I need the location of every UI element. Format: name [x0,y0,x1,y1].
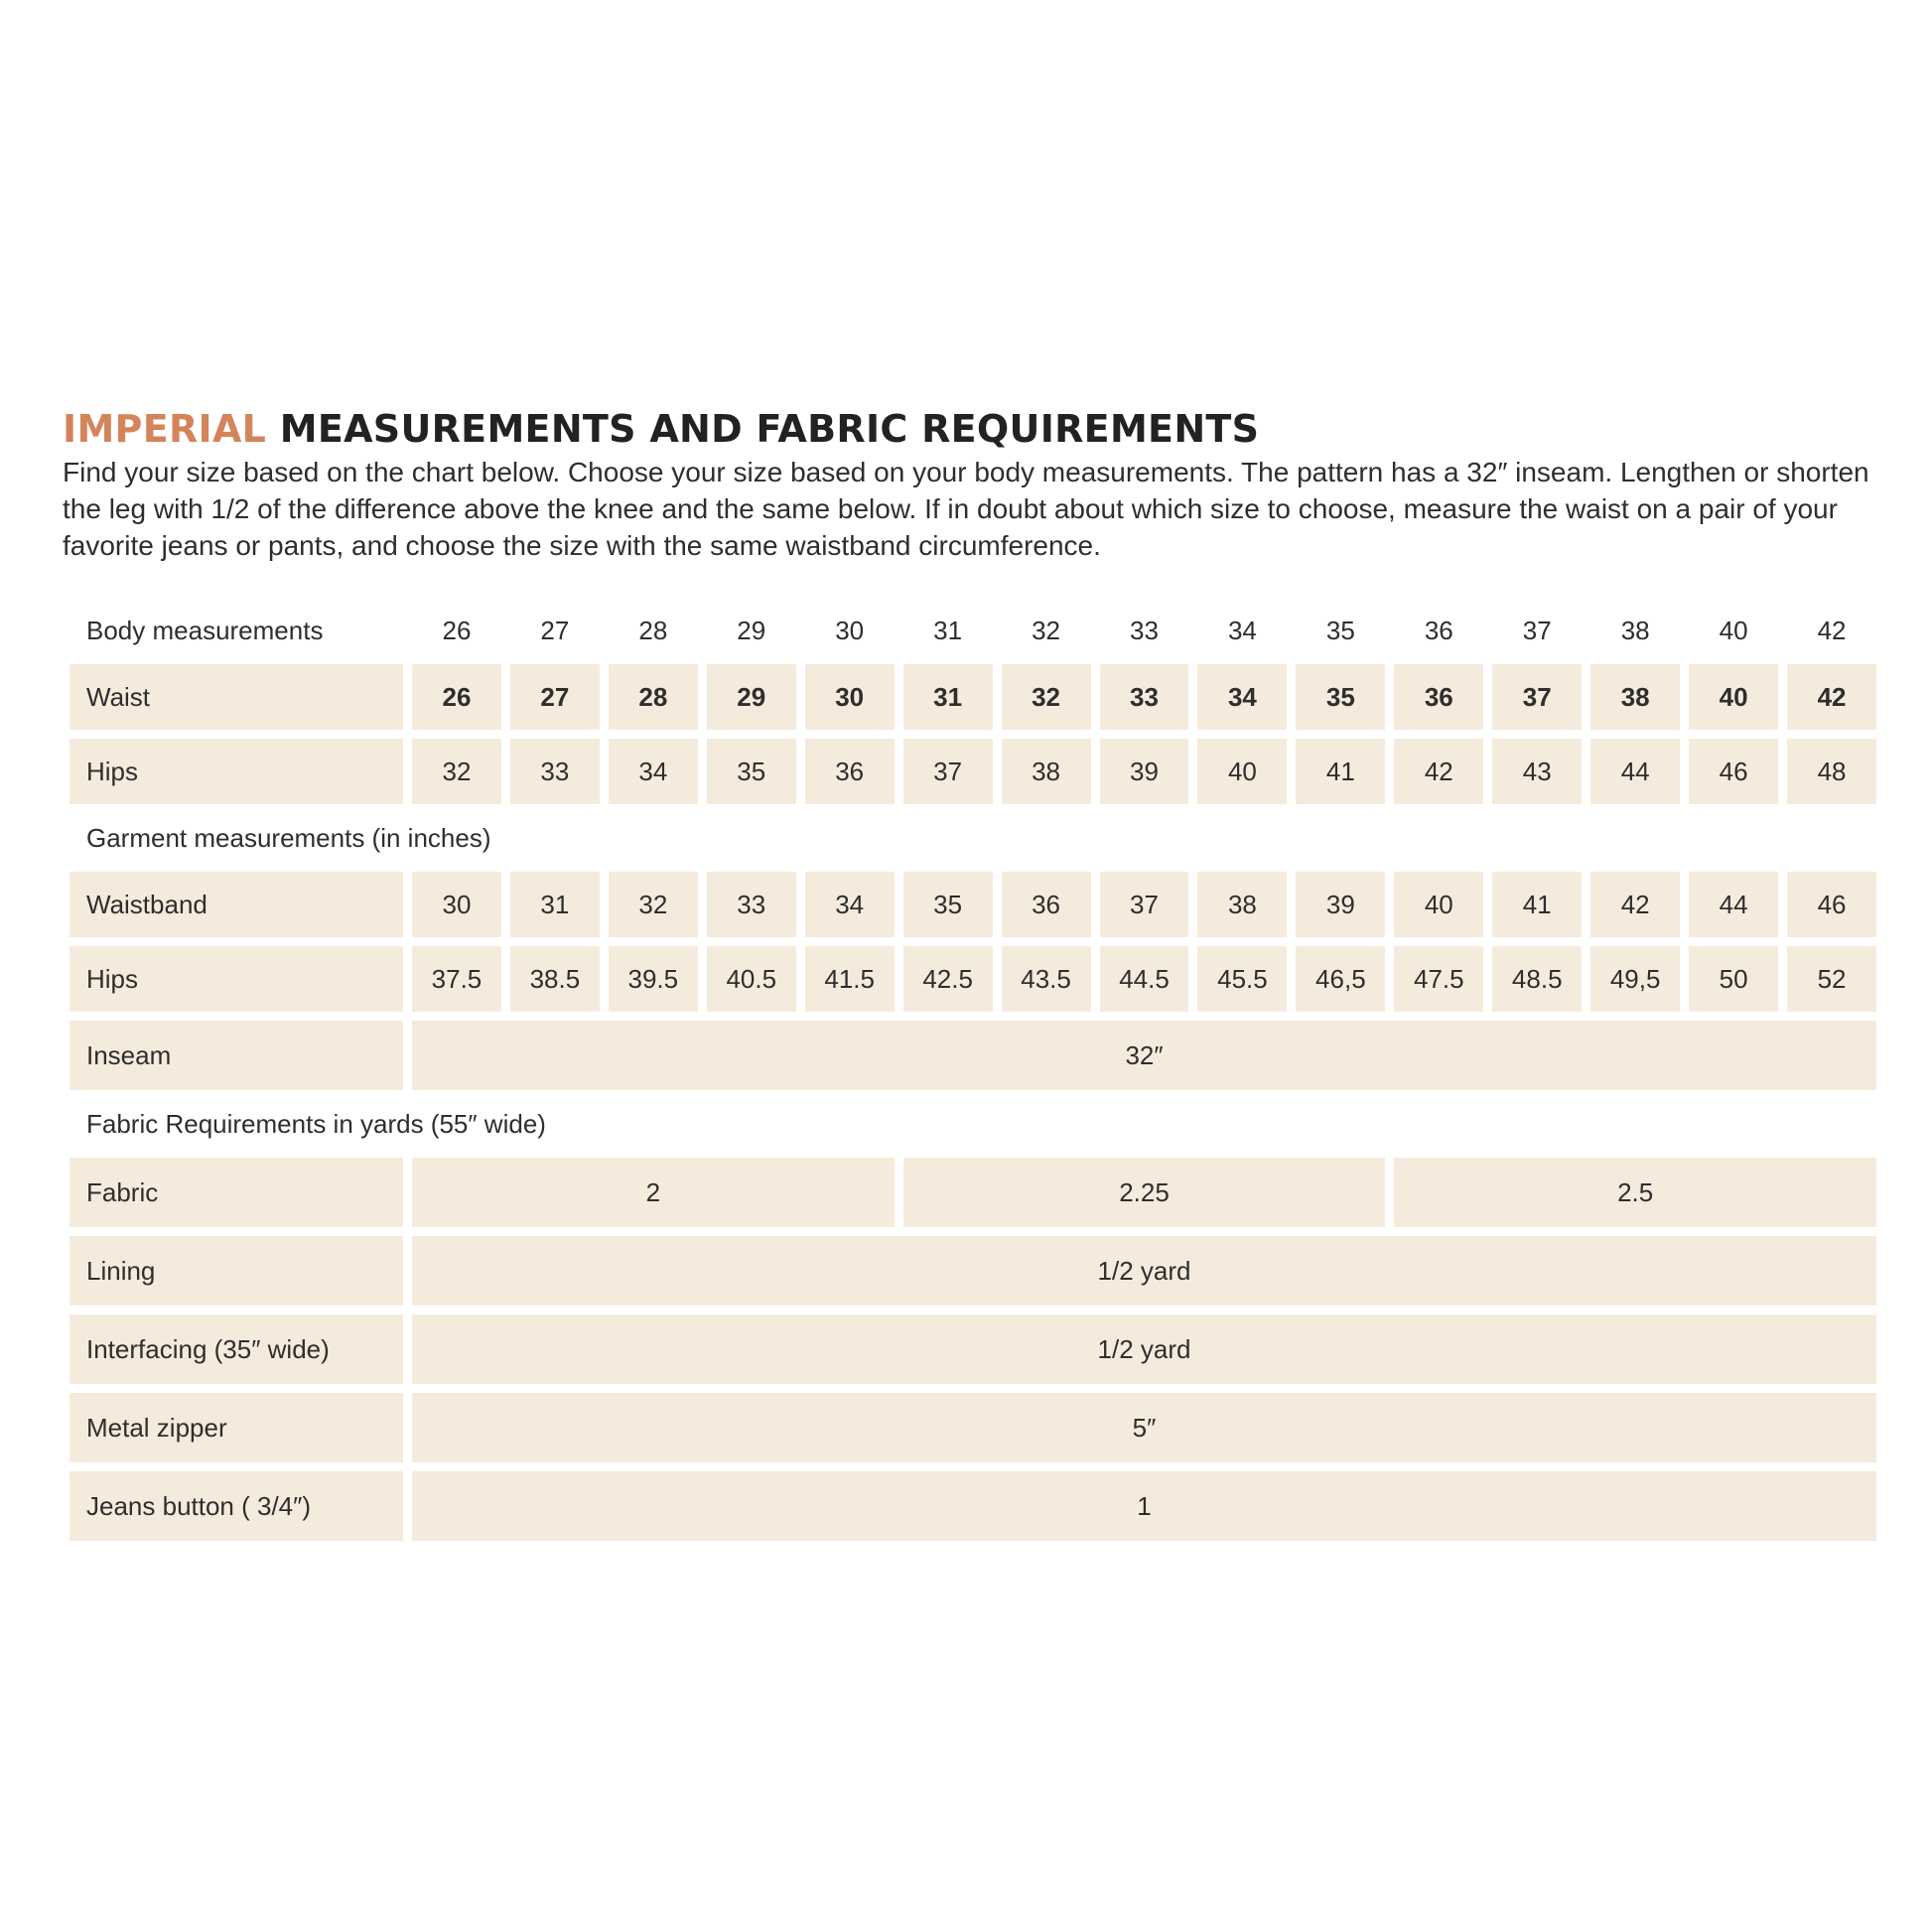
table-cell: 31 [903,664,993,730]
table-cell: 26 [412,664,501,730]
table-cell: 34 [805,872,895,937]
fabric-requirement-value: 1/2 yard [412,1314,1876,1384]
fabric-value: 2.5 [1394,1158,1876,1227]
table-cell: 36 [1394,664,1483,730]
table-cell: 42 [1590,872,1680,937]
size-header: 37 [1522,615,1552,645]
size-header: 32 [1032,615,1061,645]
table-cell: 29 [707,664,796,730]
fabric-value: 2 [412,1158,895,1227]
table-cell: 39 [1100,739,1189,804]
size-header: 29 [737,615,766,645]
size-header: 30 [835,615,865,645]
table-cell: 37 [903,739,993,804]
size-chart [69,606,1876,1541]
table-cell: 32 [412,739,501,804]
table-cell: 33 [707,872,796,937]
table-cell: 41 [1296,739,1385,804]
table-cell: 41.5 [805,946,895,1012]
table-cell: 46,5 [1296,946,1385,1012]
table-cell: 31 [510,872,600,937]
table-cell: 44 [1590,739,1680,804]
title-rest: MEASUREMENTS AND FABRIC REQUIREMENTS [279,407,1260,451]
table-cell: 40.5 [707,946,796,1012]
table-cell: 40 [1394,872,1483,937]
table-cell: 42.5 [903,946,993,1012]
table-cell: 34 [1197,664,1287,730]
table-cell: 30 [805,664,895,730]
fabric-requirement-value: 1 [412,1471,1876,1541]
size-header: 36 [1424,615,1453,645]
table-cell: 46 [1787,872,1876,937]
row-label-inseam: Inseam [69,1021,403,1090]
table-cell: 42 [1787,664,1876,730]
size-header: 35 [1325,615,1355,645]
title-accent: IMPERIAL [63,407,267,451]
table-cell: 45.5 [1197,946,1287,1012]
table-cell: 44.5 [1100,946,1189,1012]
table-cell: 50 [1689,946,1778,1012]
fabric-value: 2.25 [903,1158,1386,1227]
table-cell: 42 [1394,739,1483,804]
table-cell: 37 [1100,872,1189,937]
table-cell: 36 [805,739,895,804]
table-cell: 35 [707,739,796,804]
table-cell: 33 [1100,664,1189,730]
table-cell: 33 [510,739,600,804]
table-cell: 36 [1002,872,1091,937]
table-cell: 43 [1492,739,1582,804]
row-label: Waistband [69,872,403,937]
table-cell: 38.5 [510,946,600,1012]
row-label: Hips [69,739,403,804]
table-cell: 35 [903,872,993,937]
table-cell: 27 [510,664,600,730]
table-cell: 38 [1197,872,1287,937]
size-header: 42 [1817,615,1847,645]
section-title-fabric: Fabric Requirements in yards (55″ wide) [86,1108,546,1139]
row-label: Jeans button ( 3/4″) [69,1471,403,1541]
table-cell: 34 [609,739,698,804]
table-cell: 48 [1787,739,1876,804]
row-label-fabric: Fabric [69,1158,403,1227]
section-title-body: Body measurements [86,615,324,645]
row-label: Hips [69,946,403,1012]
table-cell: 43.5 [1002,946,1091,1012]
table-cell: 40 [1689,664,1778,730]
table-cell: 35 [1296,664,1385,730]
table-cell: 44 [1689,872,1778,937]
size-header: 26 [442,615,472,645]
table-cell: 37 [1492,664,1582,730]
table-cell: 41 [1492,872,1582,937]
table-cell: 32 [1002,664,1091,730]
size-header: 38 [1620,615,1650,645]
intro-paragraph: Find your size based on the chart below. Choose your size based on your body measurements. The pattern has a 32″ inseam. Lengthen or shorten the leg with 1/2 of the difference above the knee and the same below. If in doubt about which size to choose, measure the waist on a pair of your favorite jeans or pants, and choose the size with the same waistband circumference. [63,457,1869,561]
table-cell: 47.5 [1394,946,1483,1012]
size-header: 33 [1130,615,1159,645]
table-cell: 37.5 [412,946,501,1012]
table-cell: 32 [609,872,698,937]
size-header: 31 [933,615,963,645]
table-cell: 38 [1002,739,1091,804]
table-cell: 39 [1296,872,1385,937]
table-cell: 46 [1689,739,1778,804]
row-label: Waist [69,664,403,730]
fabric-requirement-value: 1/2 yard [412,1236,1876,1306]
inseam-value: 32″ [412,1021,1876,1090]
table-cell: 39.5 [609,946,698,1012]
size-header: 28 [638,615,668,645]
row-label: Metal zipper [69,1393,403,1462]
table-cell: 52 [1787,946,1876,1012]
size-header: 34 [1227,615,1257,645]
table-cell: 48.5 [1492,946,1582,1012]
size-header: 27 [540,615,570,645]
row-label: Interfacing (35″ wide) [69,1314,403,1384]
table-cell: 30 [412,872,501,937]
size-header: 40 [1719,615,1748,645]
page-title [63,407,1259,451]
row-label: Lining [69,1236,403,1306]
table-cell: 28 [609,664,698,730]
section-title-garment: Garment measurements (in inches) [86,822,491,853]
table-cell: 38 [1590,664,1680,730]
fabric-requirement-value: 5″ [412,1393,1876,1462]
table-cell: 49,5 [1590,946,1680,1012]
table-cell: 40 [1197,739,1287,804]
